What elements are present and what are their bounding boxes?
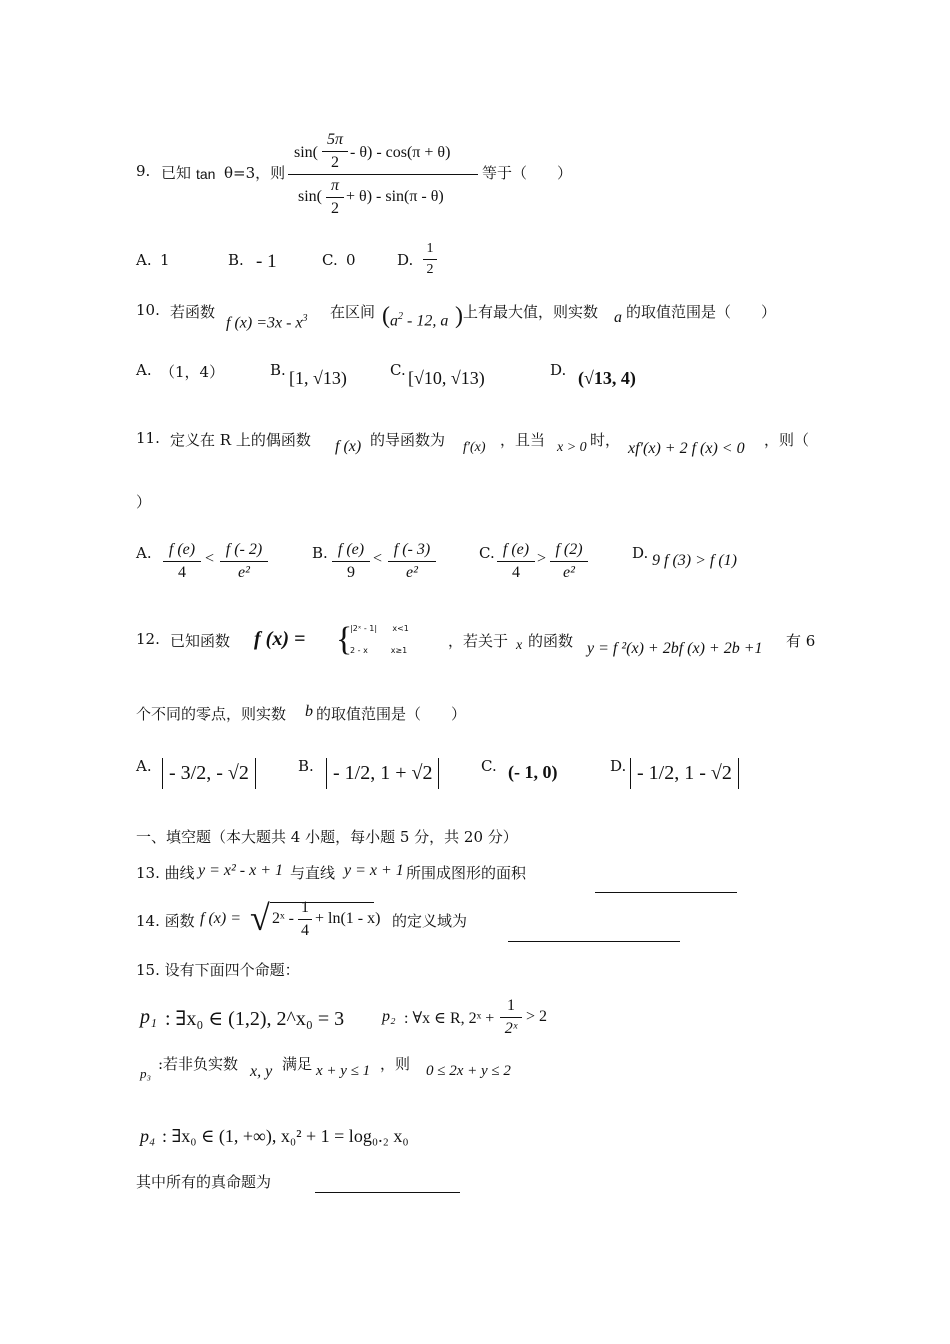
q9-fraction-bar bbox=[288, 174, 478, 175]
q11-fx: f (x) bbox=[335, 438, 362, 455]
q10-option-d-label: D. bbox=[550, 361, 567, 379]
q9-num-inner-frac bbox=[322, 130, 348, 173]
q11-mid3: 时， bbox=[590, 431, 621, 449]
q12-var-b: b bbox=[305, 703, 313, 720]
q12-option-d-value: - 1/2, 1 - √2 bbox=[630, 758, 739, 789]
q13-answer-blank[interactable] bbox=[595, 892, 737, 893]
q10-option-a-label: A. bbox=[136, 361, 152, 379]
q10-option-a-value: （1，4） bbox=[160, 363, 225, 381]
q11-option-b-label: B. bbox=[312, 544, 328, 562]
q11-suffix: ，则（ bbox=[764, 431, 810, 449]
q14-func-b: + ln(1 - x) bbox=[315, 910, 381, 927]
q9-theta: θ=3，则 bbox=[224, 164, 286, 182]
q10-suffix2: 的取值范围是（ ） bbox=[626, 303, 777, 321]
q9-option-b-value: - 1 bbox=[256, 251, 277, 272]
q14-radical-bar bbox=[270, 902, 374, 903]
q9-option-b-label: B. bbox=[228, 251, 244, 269]
q9-den-pi: π bbox=[330, 177, 339, 194]
q9-num-b: - θ) - cos(π + θ) bbox=[350, 144, 451, 161]
q10-interval-open: ( bbox=[382, 303, 390, 329]
q12-brace: { bbox=[336, 621, 353, 658]
q12-line2a: 个不同的零点，则实数 bbox=[136, 705, 287, 723]
q9-suffix: 等于（ ） bbox=[482, 164, 573, 182]
q11-option-a-frac1: f (e) 4 bbox=[163, 540, 201, 583]
q15-p2: : ∀x ∈ R, 2ˣ + bbox=[404, 1010, 495, 1027]
q10-interval-close: ) bbox=[455, 303, 463, 329]
q15-p4: : ∃x₀ ∈ (1, +∞), x₀² + 1 = log₀.₂ x₀ bbox=[162, 1126, 409, 1146]
q10-mid: 在区间 bbox=[330, 303, 376, 321]
q11-option-d-label: D. bbox=[632, 544, 649, 562]
q12-number: 12. bbox=[136, 630, 160, 648]
q11-ineq: xf′(x) + 2 f (x) < 0 bbox=[628, 440, 745, 457]
q11-fpx: f′(x) bbox=[463, 440, 486, 455]
q15-answer-blank[interactable] bbox=[315, 1192, 460, 1193]
q10-option-d-value: (√13, 4) bbox=[578, 368, 636, 388]
q13-text-b: 与直线 bbox=[290, 864, 336, 882]
q12-mid2: 的函数 bbox=[528, 632, 574, 650]
q9-option-d-label: D. bbox=[397, 251, 414, 269]
q11-prefix: 定义在 R 上的偶函数 bbox=[170, 431, 311, 449]
q15-final: 其中所有的真命题为 bbox=[136, 1173, 272, 1191]
q11-option-b-op: < bbox=[373, 550, 383, 567]
q15-p2-frac: 1 2ˣ bbox=[500, 996, 522, 1039]
q11-close: ） bbox=[136, 493, 152, 511]
q15-p3-a: :若非负实数 bbox=[158, 1055, 239, 1073]
q13-text-c: 所围成图形的面积 bbox=[406, 864, 527, 882]
q14-radical-sign: √ bbox=[250, 898, 270, 938]
q9-den-inner-frac bbox=[326, 176, 344, 219]
q10-option-c-value: [√10, √13) bbox=[408, 368, 485, 388]
q9-num-5pi: 5π bbox=[326, 131, 343, 148]
q11-option-c-op: > bbox=[537, 550, 547, 567]
q10-number: 10. bbox=[136, 301, 160, 319]
q10-interval: $a^2 - 12$, a bbox=[390, 311, 449, 330]
q9-option-c-label: C. bbox=[322, 251, 338, 269]
q12-prefix: 已知函数 bbox=[170, 632, 231, 650]
q12-option-a-label: A. bbox=[136, 757, 152, 775]
q10-suffix1: 上有最大值，则实数 bbox=[463, 303, 599, 321]
q9-num-a: sin( bbox=[294, 144, 318, 161]
q12-var: x bbox=[516, 638, 523, 653]
q11-option-a-frac2: f (- 2) e² bbox=[220, 540, 268, 583]
q10-option-b-label: B. bbox=[270, 361, 286, 379]
q15-p4-label: p₄ bbox=[140, 1126, 156, 1146]
q12-option-b-label: B. bbox=[298, 757, 314, 775]
q11-number: 11. bbox=[136, 429, 160, 447]
q14-text-a: 14. 函数 bbox=[136, 912, 195, 930]
q9-den-a: sin( bbox=[298, 188, 322, 205]
q12-option-c-label: C. bbox=[481, 757, 497, 775]
q13-curve: y = x² - x + 1 bbox=[198, 862, 284, 879]
q12-option-c-value: (- 1, 0) bbox=[508, 762, 558, 782]
q14-rad-frac: 1 4 bbox=[298, 898, 312, 941]
q9-option-d-fraction: 1 2 bbox=[423, 240, 437, 279]
q15-p1-label: p₁ bbox=[140, 1006, 157, 1028]
q11-mid2: ，且当 bbox=[500, 431, 546, 449]
q13-line: y = x + 1 bbox=[344, 862, 404, 879]
q10-func: f $(x) =3x - x^3$ bbox=[226, 313, 308, 332]
q14-rad-a: 2ˣ - bbox=[272, 910, 294, 927]
q12-func: y = f ²(x) + 2bf (x) + 2b +1 bbox=[587, 640, 763, 657]
q12-case1: |2ˣ - 1| x<1 bbox=[350, 624, 409, 633]
q12-option-a-value: - 3/2, - √2 bbox=[162, 758, 256, 789]
q9-option-a-value: 1 bbox=[160, 251, 170, 269]
q12-mid1: ，若关于 bbox=[448, 632, 509, 650]
q12-option-b-value: - 1/2, 1 + √2 bbox=[326, 758, 439, 789]
q15-p2-label: p₂ bbox=[382, 1008, 396, 1025]
q11-option-a-op: < bbox=[205, 550, 215, 567]
q14-text-b: 的定义域为 bbox=[392, 912, 468, 930]
q15-p3-label: p₃ bbox=[140, 1066, 152, 1081]
q10-option-c-label: C. bbox=[390, 361, 406, 379]
q12-option-d-label: D. bbox=[610, 757, 627, 775]
q12-fx: f (x) = bbox=[254, 628, 306, 650]
q15-p3-vars: x, y bbox=[250, 1063, 273, 1080]
q11-mid1: 的导函数为 bbox=[370, 431, 446, 449]
q11-cond: x > 0 bbox=[557, 440, 587, 455]
q12-suffix: 有 6 bbox=[786, 632, 816, 650]
q9-prefix: 已知 bbox=[161, 164, 192, 182]
q9-option-a-label: A. bbox=[136, 251, 152, 269]
q10-prefix: 若函数 bbox=[170, 303, 216, 321]
q9-number: 9. bbox=[136, 162, 151, 180]
section-title: 一、填空题（本大题共 4 小题，每小题 5 分，共 20 分） bbox=[136, 828, 518, 846]
q15-p1: : ∃x₀ ∈ (1,2), 2^x₀ = 3 bbox=[165, 1008, 345, 1030]
q10-var: a bbox=[614, 309, 622, 326]
q9-den-b: + θ) - sin(π - θ) bbox=[346, 188, 444, 205]
q11-option-a-label: A. bbox=[136, 544, 152, 562]
q11-option-c-frac1: f (e) 4 bbox=[497, 540, 535, 583]
q15-p2-tail: > 2 bbox=[526, 1008, 548, 1025]
q15-p3-cond: x + y ≤ 1 bbox=[316, 1063, 371, 1079]
q11-option-c-label: C. bbox=[479, 544, 495, 562]
q15-text: 15. 设有下面四个命题： bbox=[136, 961, 300, 979]
q11-option-b-frac1: f (e) 9 bbox=[332, 540, 370, 583]
q14-func-a: f (x) = bbox=[200, 910, 241, 927]
q11-option-c-frac2: f (2) e² bbox=[550, 540, 588, 583]
q12-case2: 2 - x x≥1 bbox=[350, 646, 408, 655]
q9-option-c-value: 0 bbox=[346, 251, 356, 269]
q9-den-2: 2 bbox=[331, 200, 339, 217]
q12-line2b: 的取值范围是（ ） bbox=[316, 705, 467, 723]
q9-tan: tan bbox=[196, 166, 216, 182]
q15-p3-b: 满足 bbox=[282, 1055, 313, 1073]
q13-text-a: 13. 曲线 bbox=[136, 864, 195, 882]
q9-num-2: 2 bbox=[331, 154, 339, 171]
q15-p3-c: ，则 bbox=[380, 1055, 411, 1073]
q10-option-b-value: [1, √13) bbox=[289, 368, 347, 388]
q15-p3-res: 0 ≤ 2x + y ≤ 2 bbox=[426, 1063, 511, 1079]
q14-answer-blank[interactable] bbox=[508, 941, 680, 942]
q11-option-d-value: 9 f (3) > f (1) bbox=[652, 552, 737, 569]
q11-option-b-frac2: f (- 3) e² bbox=[388, 540, 436, 583]
